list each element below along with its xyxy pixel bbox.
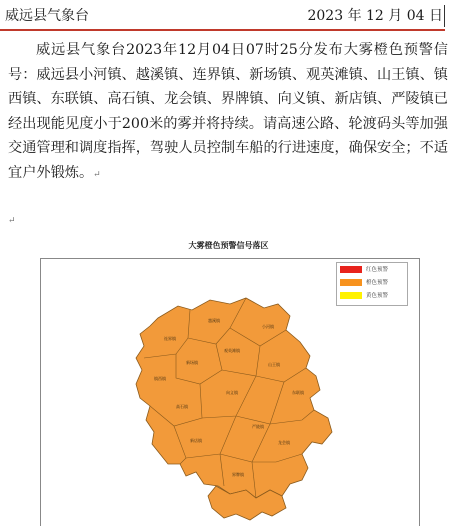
county-label: 东联镇: [292, 390, 304, 395]
legend-swatch: [340, 279, 362, 286]
county-label: 连界镇: [164, 336, 176, 341]
county-label: 小河镇: [262, 324, 274, 329]
legend-item-yellow: 黄色预警: [340, 291, 388, 302]
county-region-outline: [136, 298, 332, 498]
county-label: 越溪镇: [208, 318, 220, 323]
county-label: 观英滩镇: [224, 348, 240, 353]
county-label: 新店镇: [190, 438, 202, 443]
county-label: 龙会镇: [278, 440, 290, 445]
county-label: 向义镇: [226, 390, 238, 395]
map-title: 大雾橙色预警信号落区: [188, 241, 269, 250]
org-name: 威远县气象台: [5, 8, 89, 24]
paragraph-mark: ↵: [8, 216, 16, 226]
county-label: 新场镇: [186, 360, 198, 365]
legend-swatch: [340, 292, 362, 299]
header-rule: [0, 29, 445, 31]
legend-item-orange: 橙色预警: [340, 278, 388, 289]
header-date: 2023 年 12 月 04 日: [307, 5, 443, 25]
county-label: 严陵镇: [252, 424, 264, 429]
county-label: 山王镇: [268, 362, 280, 367]
legend-swatch: [340, 266, 362, 273]
document-header: [0, 0, 457, 30]
warning-notice-text: 威远县气象台2023年12月04日07时25分发布大雾橙色预警信号：威远县小河镇、越溪镇、连界镇、新场镇、观英滩镇、山王镇、镇西镇、东联镇、高石镇、龙会镇、界牌镇、向义镇、新店镇、严陵镇已经出现能见度小于200米的雾并将持续。请高速公路、轮渡码头等加强交通管理和调度指挥，驾驶人员控制车船的行进速度，确保安全；不适宜户外锻炼。↵: [8, 42, 448, 181]
legend-item-red: 红色预警: [340, 265, 388, 276]
map-legend: [336, 262, 408, 306]
county-label: 界牌镇: [232, 472, 244, 477]
county-label: 高石镇: [176, 404, 188, 409]
county-label: 镇西镇: [154, 376, 166, 381]
